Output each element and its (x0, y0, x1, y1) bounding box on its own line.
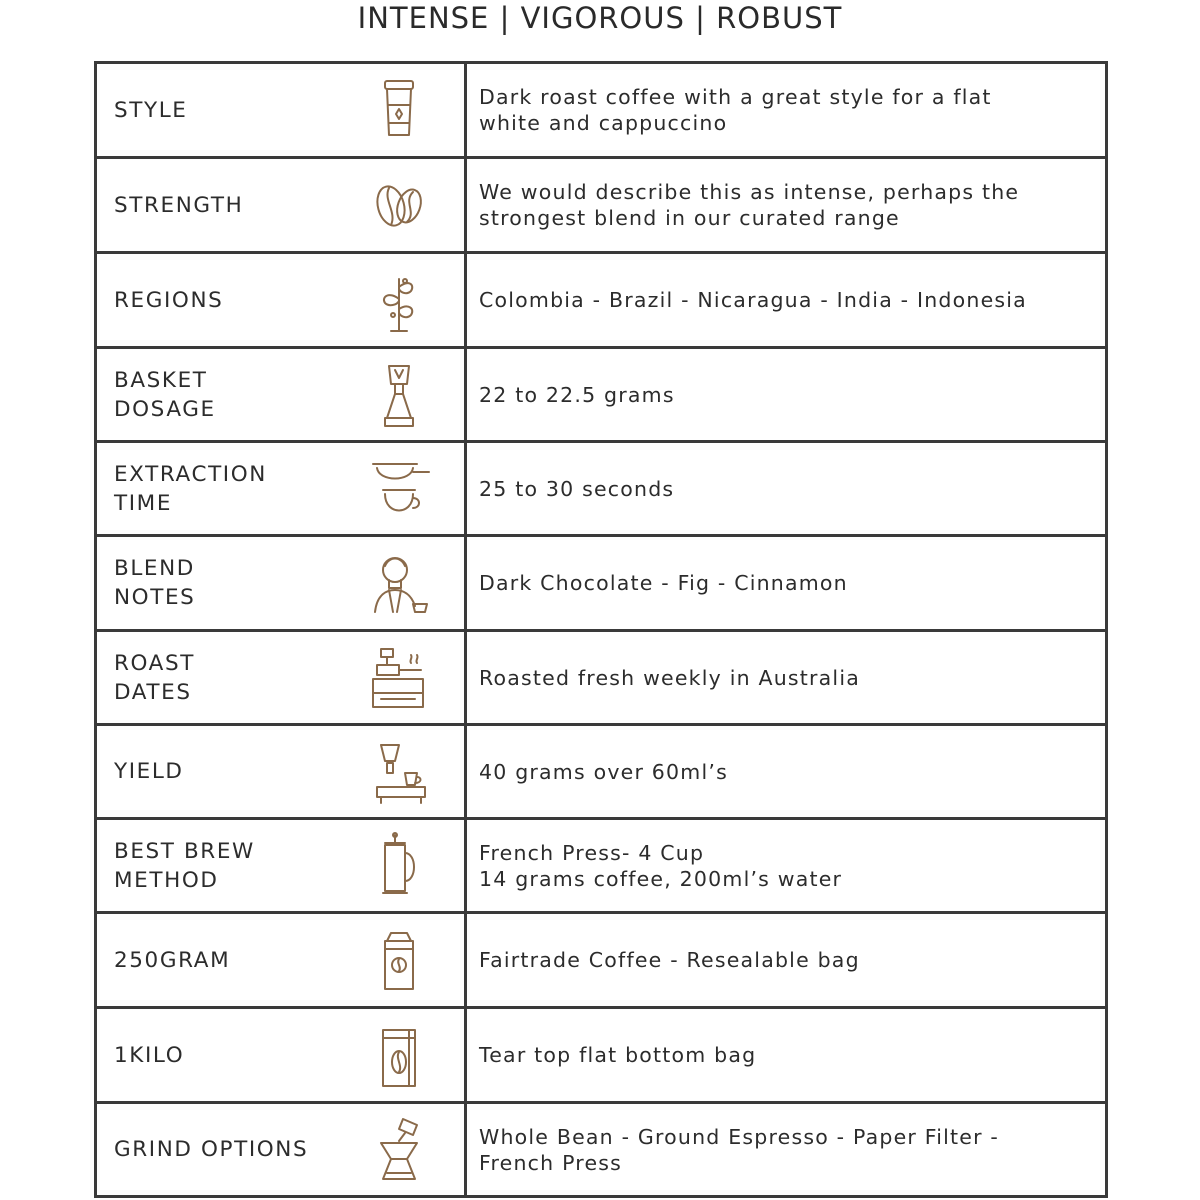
table-row (97, 64, 1105, 156)
row-divider (97, 723, 1105, 726)
table-row (97, 537, 1105, 629)
row-value: Whole Bean - Ground Espresso - Paper Filter - French Press (479, 1124, 1000, 1175)
row-label: ROAST DATES (114, 650, 195, 705)
row-label: REGIONS (114, 287, 224, 313)
barista-icon (359, 548, 439, 618)
row-divider (97, 156, 1105, 159)
row-label: 250GRAM (114, 947, 231, 973)
row-divider (97, 534, 1105, 537)
row-label: BLEND NOTES (114, 556, 196, 610)
row-label: EXTRACTION TIME (114, 461, 267, 516)
small-bag-icon (359, 925, 439, 995)
table-row (97, 254, 1105, 346)
row-value: 22 to 22.5 grams (479, 382, 675, 407)
table-row (97, 1009, 1105, 1101)
table-row (97, 632, 1105, 723)
row-label: BEST BREW METHOD (114, 838, 255, 893)
table-row (97, 914, 1105, 1006)
takeaway-cup-icon (359, 75, 439, 145)
coffee-info-table (94, 61, 1108, 1198)
row-value: Tear top flat bottom bag (479, 1043, 757, 1067)
row-label: STYLE (114, 97, 188, 123)
row-value: Roasted fresh weekly in Australia (479, 665, 860, 690)
row-divider (97, 629, 1105, 632)
page-title: INTENSE | VIGOROUS | ROBUST (357, 1, 843, 35)
row-divider (97, 440, 1105, 443)
large-bag-icon (359, 1020, 439, 1090)
row-divider (97, 346, 1105, 349)
roaster-icon (359, 643, 439, 713)
row-value: Colombia - Brazil - Nicaragua - India - Indonesia (479, 288, 1027, 312)
row-value: French Press- 4 Cup 14 grams coffee, 200ml’s water (479, 840, 843, 891)
row-label: BASKET DOSAGE (114, 367, 216, 422)
coffee-plant-icon (359, 265, 439, 335)
row-value: 40 grams over 60ml’s (479, 759, 728, 784)
table-row (97, 1104, 1105, 1195)
row-value: Dark Chocolate - Fig - Cinnamon (479, 571, 848, 595)
row-label: STRENGTH (114, 192, 244, 218)
row-value: Dark roast coffee with a great style for a flat white and cappuccino (479, 85, 992, 135)
scale-icon (359, 737, 439, 807)
grinder-icon (359, 360, 439, 430)
french-press-icon (359, 831, 439, 901)
row-value: Fairtrade Coffee - Resealable bag (479, 948, 860, 972)
row-divider (97, 1101, 1105, 1104)
row-divider (97, 1006, 1105, 1009)
row-value: We would describe this as intense, perhaps the strongest blend in our curated range (479, 180, 1020, 230)
row-label: GRIND OPTIONS (114, 1137, 309, 1162)
row-divider (97, 251, 1105, 254)
table-row (97, 349, 1105, 440)
row-value: 25 to 30 seconds (479, 476, 675, 501)
row-label: 1KILO (114, 1042, 185, 1068)
table-row (97, 820, 1105, 911)
table-row (97, 443, 1105, 534)
row-label: YIELD (114, 759, 184, 784)
row-divider (97, 817, 1105, 820)
portafilter-icon (359, 454, 439, 524)
coffee-beans-icon (359, 170, 439, 240)
table-row (97, 159, 1105, 251)
table-row (97, 726, 1105, 817)
row-divider (97, 911, 1105, 914)
pour-over-icon (359, 1115, 439, 1185)
